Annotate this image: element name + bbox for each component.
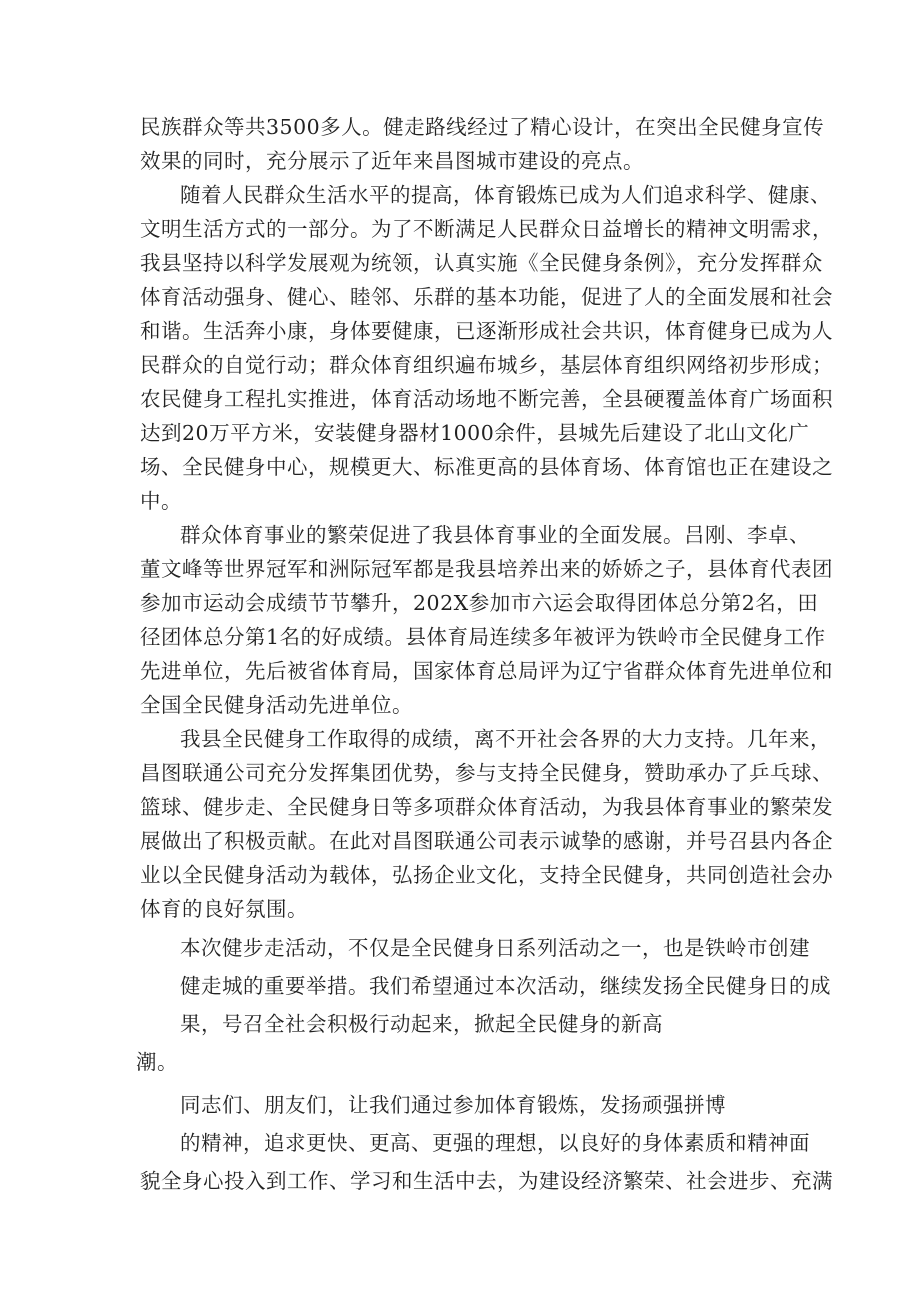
text-line: 农民健身工程扎实推进，体育活动场地不断完善，全县硬覆盖体育广场面积 [140, 387, 833, 411]
text-line: 貌全身心投入到工作、学习和生活中去，为建设经济繁荣、社会进步、充满 [140, 1169, 833, 1193]
paragraph-first-line: 随着人民群众生活水平的提高，体育锻炼已成为人们追求科学、健康、 [180, 183, 831, 207]
text-line: 潮。 [136, 1050, 178, 1074]
text-line: 民群众的自觉行动；群众体育组织遍布城乡，基层体育组织网络初步形成； [140, 353, 833, 377]
text-line: 展做出了积极贡献。在此对昌图联通公司表示诚挚的感谢，并号召县内各企 [140, 829, 833, 853]
text-line: 和谐。生活奔小康，身体要健康，已逐渐形成社会共识，体育健身已成为人 [140, 319, 833, 343]
text-line: 我县坚持以科学发展观为统领，认真实施《全民健身条例》，充分发挥群众 [140, 251, 823, 275]
text-line: 昌图联通公司充分发挥集团优势，参与支持全民健身，赞助承办了乒乓球、 [140, 761, 833, 785]
paragraph-first-line: 我县全民健身工作取得的成绩，离不开社会各界的大力支持。几年来， [180, 727, 831, 751]
text-line: 业以全民健身活动为载体，弘扬企业文化，支持全民健身，共同创造社会办 [140, 863, 833, 887]
text-line: 文明生活方式的一部分。为了不断满足人民群众日益增长的精神文明需求， [140, 217, 833, 241]
text-line: 果，号召全社会积极行动起来，掀起全民健身的新高 [180, 1012, 663, 1036]
text-line: 的精神，追求更快、更高、更强的理想，以良好的身体素质和精神面 [180, 1131, 810, 1155]
text-line: 篮球、健步走、全民健身日等多项群众体育活动，为我县体育事业的繁荣发 [140, 795, 833, 819]
text-line: 健走城的重要举措。我们希望通过本次活动，继续发扬全民健身日的成 [180, 974, 831, 998]
paragraph-first-line: 群众体育事业的繁荣促进了我县体育事业的全面发展。吕刚、李卓、 [180, 523, 810, 547]
text-line: 场、全民健身中心，规模更大、标准更高的县体育场、体育馆也正在建设之 [140, 455, 833, 479]
paragraph-first-line: 同志们、朋友们，让我们通过参加体育锻炼，发扬顽强拼博 [180, 1093, 726, 1117]
text-line: 中。 [140, 489, 182, 513]
text-line: 民族群众等共3500多人。健走路线经过了精心设计，在突出全民健身宣传 [140, 115, 825, 139]
text-line: 效果的同时，充分展示了近年来昌图城市建设的亮点。 [140, 149, 644, 173]
text-line: 先进单位，先后被省体育局，国家体育总局评为辽宁省群众体育先进单位和 [140, 659, 833, 683]
text-line: 参加市运动会成绩节节攀升，202X参加市六运会取得团体总分第2名，田 [140, 591, 819, 615]
text-line: 体育的良好氛围。 [140, 897, 308, 921]
text-line: 全国全民健身活动先进单位。 [140, 693, 413, 717]
text-line: 达到20万平方米，安装健身器材1000余件，县城先后建设了北山文化广 [140, 421, 810, 445]
text-line: 体育活动强身、健心、睦邻、乐群的基本功能，促进了人的全面发展和社会 [140, 285, 833, 309]
paragraph-first-line: 本次健步走活动，不仅是全民健身日系列活动之一，也是铁岭市创建 [180, 936, 810, 960]
text-line: 径团体总分第1名的好成绩。县体育局连续多年被评为铁岭市全民健身工作 [140, 625, 826, 649]
text-line: 董文峰等世界冠军和洲际冠军都是我县培养出来的娇娇之子，县体育代表团 [140, 557, 833, 581]
